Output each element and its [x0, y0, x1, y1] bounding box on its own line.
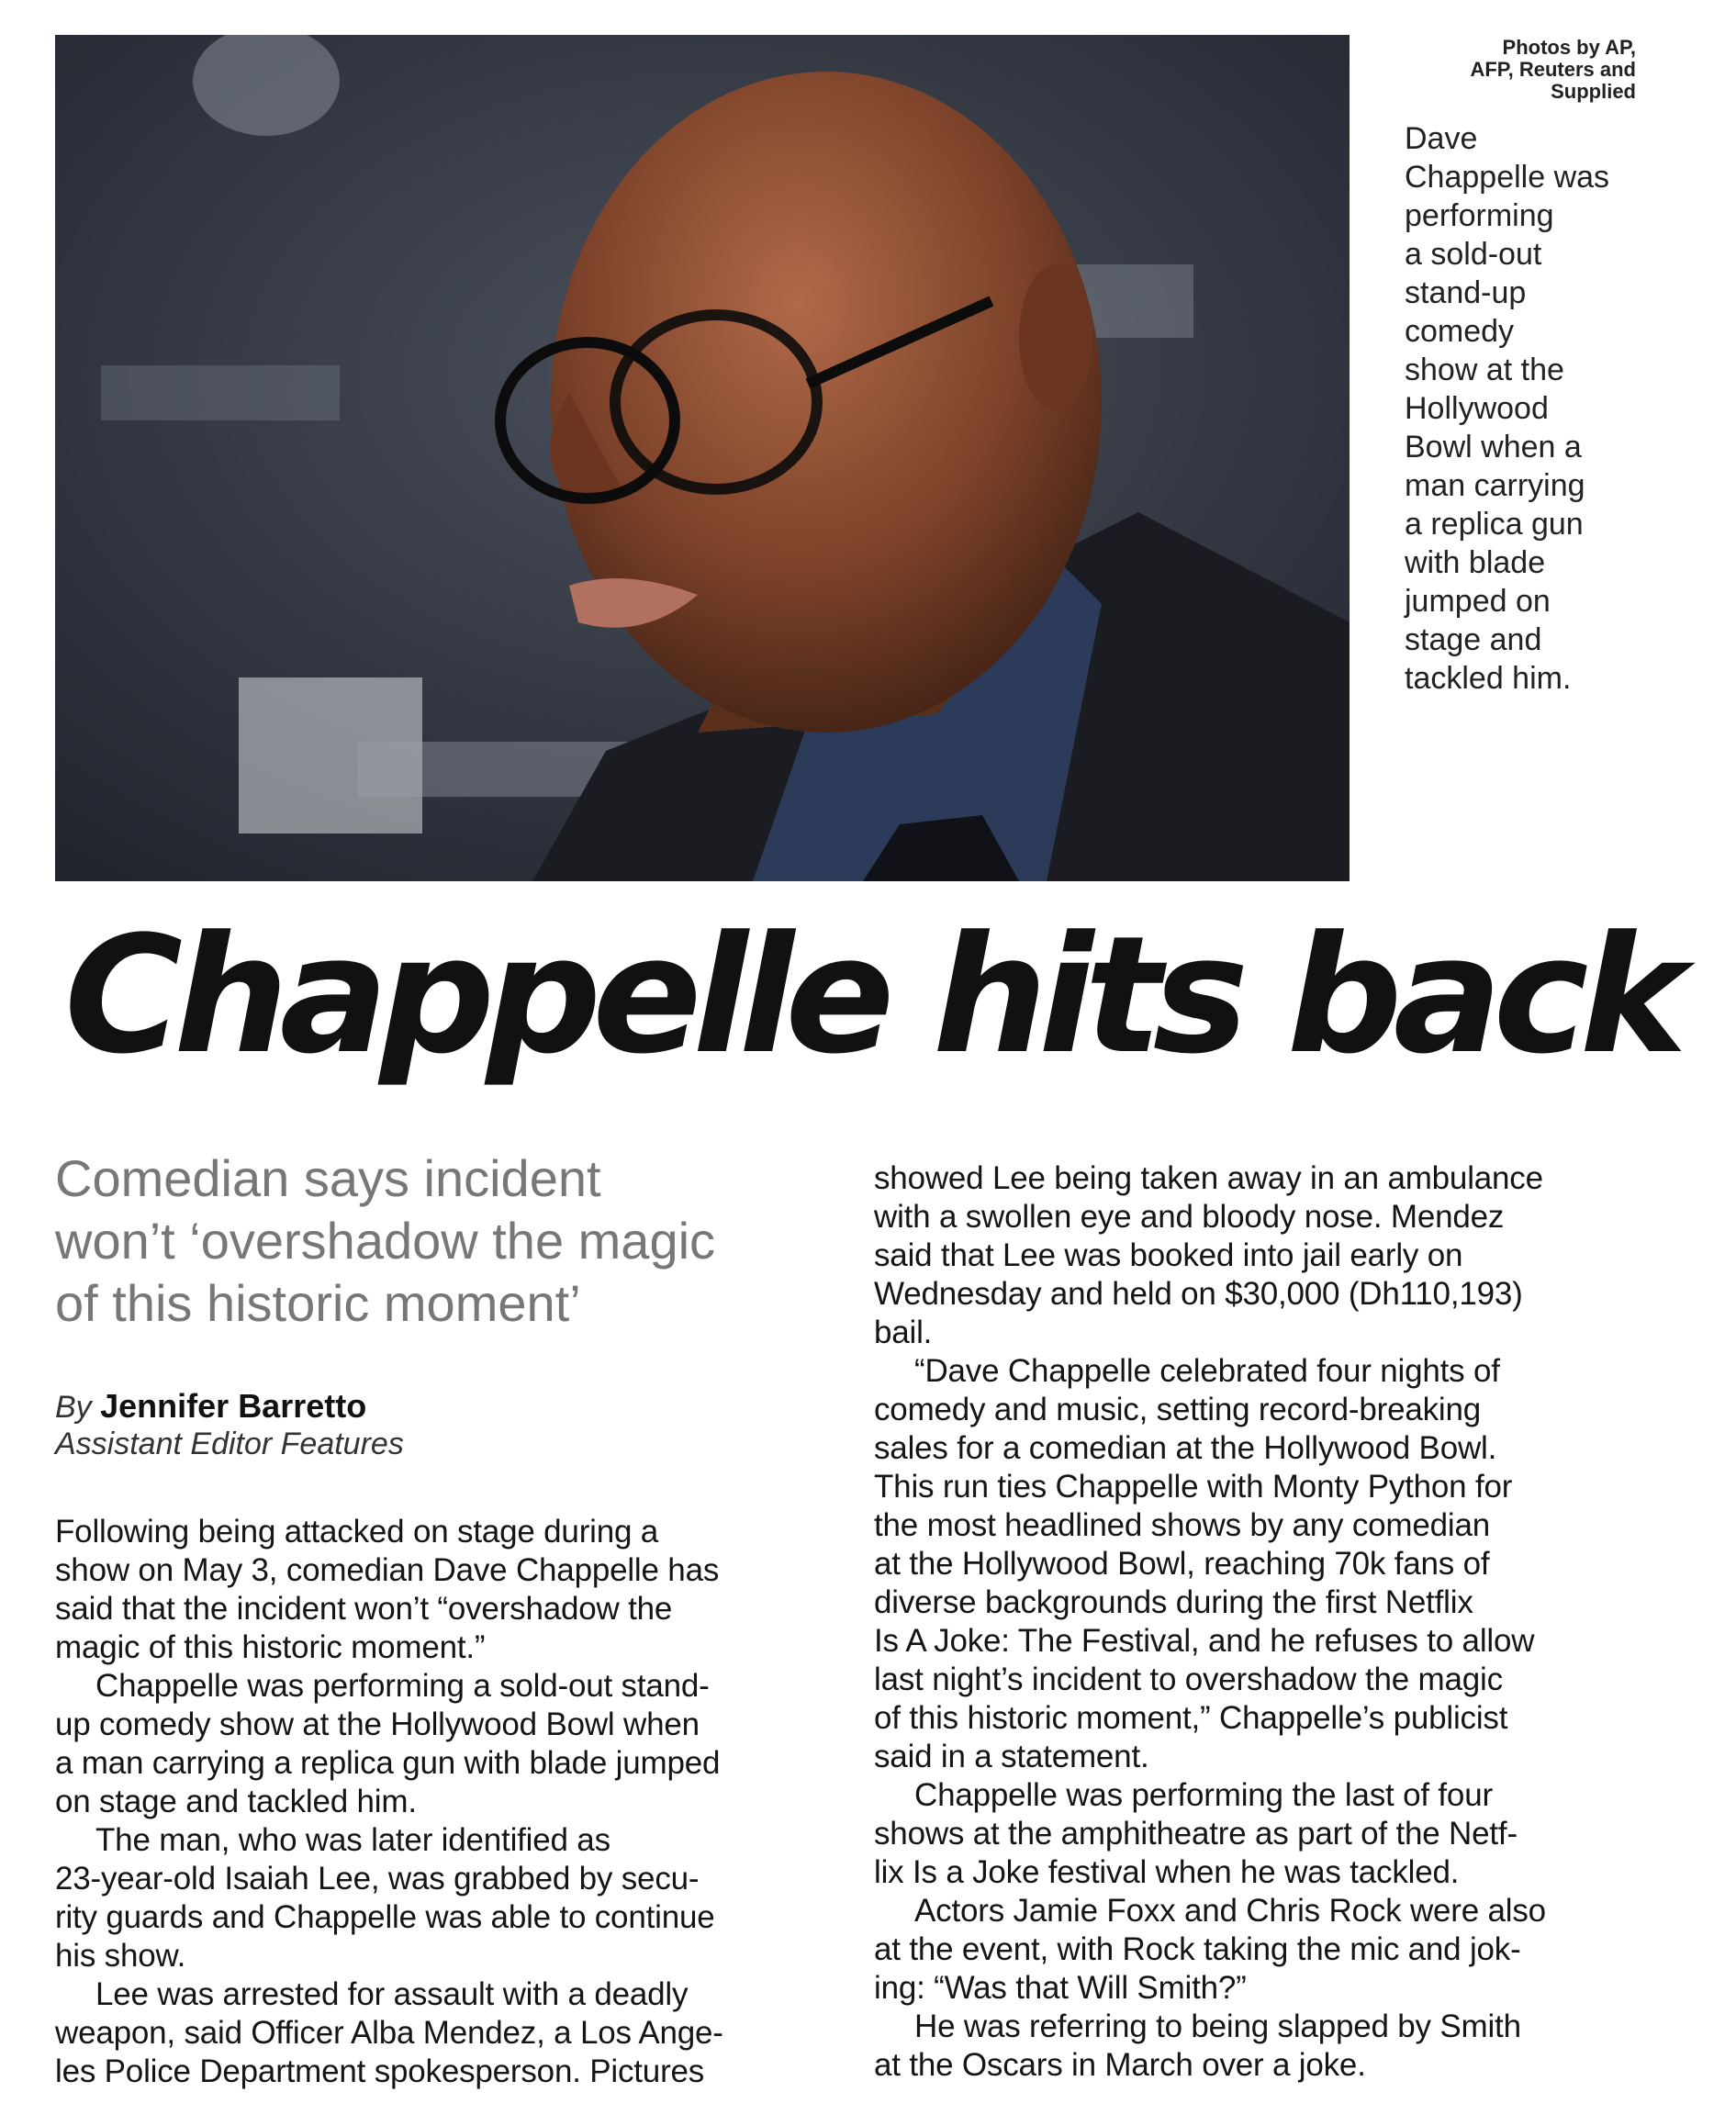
body-line: last night’s incident to overshadow the magic: [874, 1662, 1503, 1697]
body-line: This run ties Chappelle with Monty Python for: [874, 1469, 1513, 1505]
body-line: The man, who was later identified as: [95, 1822, 610, 1858]
subheadline-line: of this historic moment’: [55, 1274, 581, 1332]
body-line: diverse backgrounds during the first Netflix: [874, 1584, 1473, 1620]
headline: Chappelle hits back: [64, 901, 1678, 1090]
body-line: show on May 3, comedian Dave Chappelle has: [55, 1552, 720, 1588]
caption-line: show at the: [1405, 352, 1564, 387]
body-line: Wednesday and held on $30,000 (Dh110,193): [874, 1276, 1523, 1312]
body-line: les Police Department spokesperson. Pictures: [55, 2053, 705, 2089]
body-line: with a swollen eye and bloody nose. Mendez: [874, 1199, 1505, 1235]
subheadline-line: won’t ‘overshadow the magic: [55, 1212, 716, 1270]
caption-line: Chappelle was: [1405, 160, 1610, 195]
body-line: shows at the amphitheatre as part of the Netf-: [874, 1816, 1518, 1852]
body-line: bail.: [874, 1315, 933, 1350]
credit-line: AFP, Reuters and: [1470, 58, 1636, 81]
caption-line: Dave: [1405, 121, 1478, 156]
body-line: Following being attacked on stage during a: [55, 1514, 659, 1550]
caption-line: Hollywood: [1405, 391, 1549, 426]
body-line: sales for a comedian at the Hollywood Bowl.: [874, 1430, 1497, 1466]
article-photo: [55, 35, 1350, 881]
caption-line: stage and: [1405, 622, 1542, 657]
body-line: 23-year-old Isaiah Lee, was grabbed by secu-: [55, 1861, 700, 1897]
credit-line: Photos by AP,: [1502, 36, 1636, 59]
body-line: Actors Jamie Foxx and Chris Rock were also: [914, 1893, 1546, 1929]
byline: [55, 1388, 826, 1426]
caption-line: comedy: [1405, 314, 1515, 349]
body-line: Chappelle was performing a sold-out stand-: [95, 1668, 710, 1704]
body-line: a man carrying a replica gun with blade jumped: [55, 1745, 721, 1781]
caption-line: man carrying: [1405, 468, 1585, 503]
byline-prefix: By: [55, 1390, 92, 1425]
portrait-photo-icon: [55, 35, 1350, 881]
body-line: of this historic moment,” Chappelle’s publicist: [874, 1700, 1508, 1736]
caption-line: performing: [1405, 198, 1554, 233]
author-name: Jennifer Barretto: [100, 1387, 367, 1425]
credit-line: Supplied: [1551, 80, 1636, 103]
body-line: lix Is a Joke festival when he was tackled.: [874, 1854, 1460, 1890]
body-line: ing: “Was that Will Smith?”: [874, 1970, 1247, 2006]
author-role: Assistant Editor Features: [55, 1427, 404, 1461]
body-line: at the event, with Rock taking the mic and jok-: [874, 1931, 1521, 1967]
left-column: [55, 1147, 826, 2091]
caption-line: a sold-out: [1405, 237, 1542, 272]
body-line: rity guards and Chappelle was able to continue: [55, 1899, 715, 1935]
body-line: Chappelle was performing the last of four: [914, 1777, 1493, 1813]
caption-line: stand-up: [1405, 275, 1527, 310]
body-line: He was referring to being slapped by Smith: [914, 2009, 1521, 2044]
body-line: said that Lee was booked into jail early on: [874, 1237, 1463, 1273]
photo-credit: [1368, 37, 1636, 103]
subheadline-line: Comedian says incident: [55, 1149, 601, 1207]
photo-caption: [1405, 119, 1680, 698]
body-line: at the Hollywood Bowl, reaching 70k fans of: [874, 1546, 1490, 1582]
subheadline: [55, 1147, 826, 1335]
body-line: “Dave Chappelle celebrated four nights of: [914, 1353, 1500, 1389]
body-line: at the Oscars in March over a joke.: [874, 2047, 1366, 2083]
body-line: the most headlined shows by any comedian: [874, 1507, 1491, 1543]
body-line: said that the incident won’t “overshadow the: [55, 1591, 673, 1627]
article-body-right: [874, 1159, 1682, 2085]
article-body-left: [55, 1513, 826, 2091]
caption-line: Bowl when a: [1405, 430, 1582, 464]
body-line: on stage and tackled him.: [55, 1784, 417, 1819]
body-line: said in a statement.: [874, 1739, 1149, 1774]
body-line: Is A Joke: The Festival, and he refuses to allow: [874, 1623, 1535, 1659]
body-line: weapon, said Officer Alba Mendez, a Los Ange-: [55, 2015, 723, 2051]
body-line: comedy and music, setting record-breaking: [874, 1392, 1482, 1427]
body-line: magic of this historic moment.”: [55, 1629, 486, 1665]
caption-line: with blade: [1405, 545, 1546, 580]
body-line: Lee was arrested for assault with a deadly: [95, 1976, 689, 2012]
caption-line: tackled him.: [1405, 661, 1572, 696]
body-line: showed Lee being taken away in an ambulance: [874, 1160, 1543, 1196]
caption-line: a replica gun: [1405, 507, 1584, 542]
body-line: up comedy show at the Hollywood Bowl when: [55, 1706, 700, 1742]
body-line: his show.: [55, 1938, 186, 1974]
caption-line: jumped on: [1405, 584, 1551, 619]
